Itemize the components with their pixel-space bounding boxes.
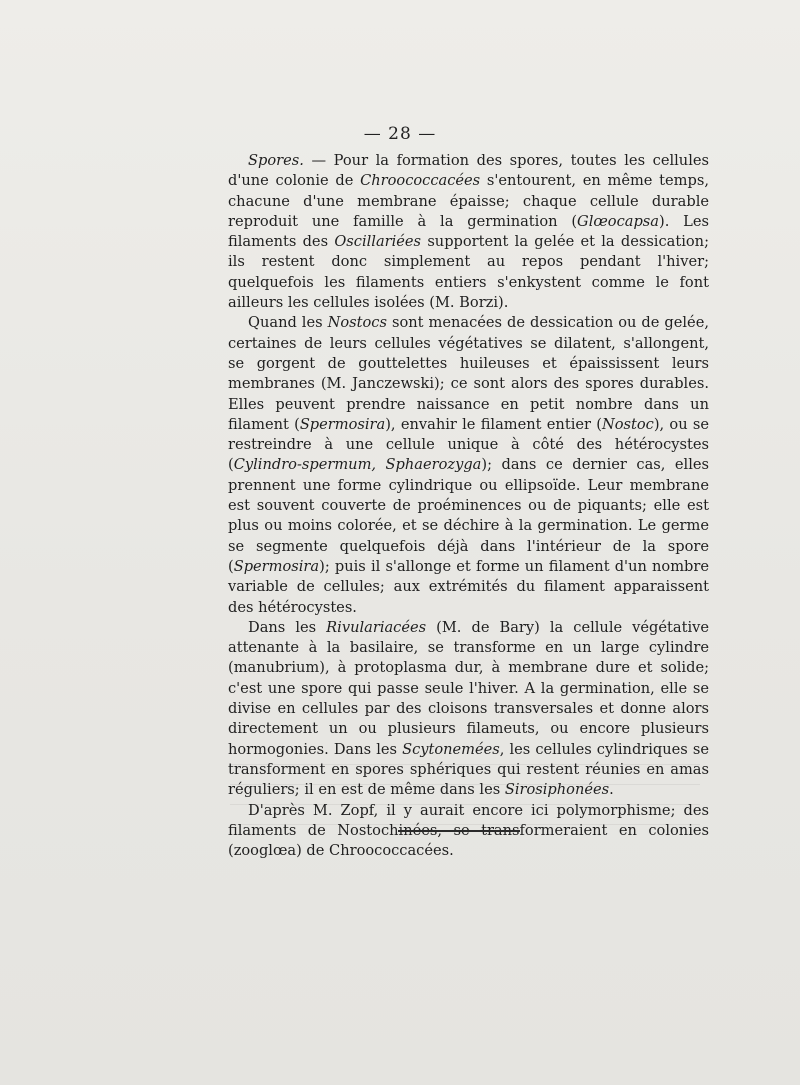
page-number: — 28 — xyxy=(363,124,437,144)
paragraph-rivulariacees xyxy=(228,618,709,801)
run-2-3: Scytonemées xyxy=(402,740,500,758)
body-text xyxy=(228,151,709,861)
run-1-7: Cylindro-spermum, Sphaerozyga xyxy=(233,456,482,474)
run-2-6: . xyxy=(609,781,614,799)
run-0-0: Spores. xyxy=(248,152,304,169)
run-1-3: Spermosira xyxy=(299,415,386,433)
run-1-6: ), ou se restreindre à une cellule unique à côté des hétérocystes ( xyxy=(228,415,710,474)
run-1-1: Nostocs xyxy=(327,314,387,332)
paragraph-spores xyxy=(228,151,709,313)
run-0-3: s'entourent, en même temps, chacune d'une membrane épaisse; chaque cellule durable reproduit une famille à la germination ( xyxy=(228,172,709,230)
run-1-0: Quand les xyxy=(248,314,328,332)
run-1-2: sont menacées de dessication ou de gelée, certaines de leurs cellules végétatives se dilatent, s'allongent, se gorgent de gouttelettes huileuses et épaississent leurs membranes (M. Janczewski); ce sont alors des spores durables. Elles peuvent prendre naissance en petit nombre dans un filament ( xyxy=(228,314,709,433)
run-1-10: ); puis il s'allonge et forme un filament d'un nombre variable de cellules; aux extrémités du filament apparaissent des hétérocystes. xyxy=(228,557,709,616)
run-2-4: , les cellules cylindriques se transforment en spores sphériques qui restent réunies en amas réguliers; il en est de même dans les xyxy=(228,740,709,799)
run-1-9: Spermosira xyxy=(233,557,320,575)
run-0-6: Oscillariées xyxy=(334,233,422,251)
run-0-4: Glœocapsa xyxy=(577,212,659,230)
run-0-5: ). Les filaments des xyxy=(228,212,709,251)
run-3-0: D'après M. Zopf, il y aurait encore ici polymorphisme; des filaments de Nostochinées, se transformeraient en colonies (zooglœa) de Chroococcacées. xyxy=(228,801,709,860)
run-2-0: Dans les xyxy=(248,618,327,636)
run-0-7: supportent la gelée et la dessication; ils restent donc simplement au repos pendant l'hiver; quelquefois les filaments entiers s'enkystent comme le font ailleurs les cellules isolées (M. Borzi). xyxy=(228,233,709,312)
run-2-1: Rivulariacées xyxy=(326,618,427,636)
run-0-1: — Pour la formation des spores, toutes les cellules d'une colonie de xyxy=(228,152,709,190)
run-0-2: Chroococcacées xyxy=(360,172,481,190)
run-2-2: (M. de Bary) la cellule végétative attenante à la basilaire, se transforme en un large cylindre (manubrium), à protoplasma dur, à membrane dure et solide; c'est une spore qui passe seule l'hiver. A la germination, elle se divise en cellules par des cloisons transversales et donne alors directement un ou plusieurs filameuts, ou encore plusieurs hormogonies. Dans les xyxy=(228,618,709,758)
run-2-5: Sirosiphonées xyxy=(504,781,610,799)
section-rule xyxy=(398,830,520,832)
paragraph-nostocs xyxy=(228,313,709,617)
run-1-8: ); dans ce dernier cas, elles prennent une forme cylindrique ou ellipsoïde. Leur membrane est souvent couverte de proéminences ou de piquants; elle est plus ou moins colorée, et se déchire à la germination. Le germe se segmente quelquefois déjà dans l'intérieur de la spore ( xyxy=(228,456,710,575)
run-1-4: ), envahir le filament entier ( xyxy=(385,415,602,433)
run-1-5: Nostoc xyxy=(601,415,654,433)
